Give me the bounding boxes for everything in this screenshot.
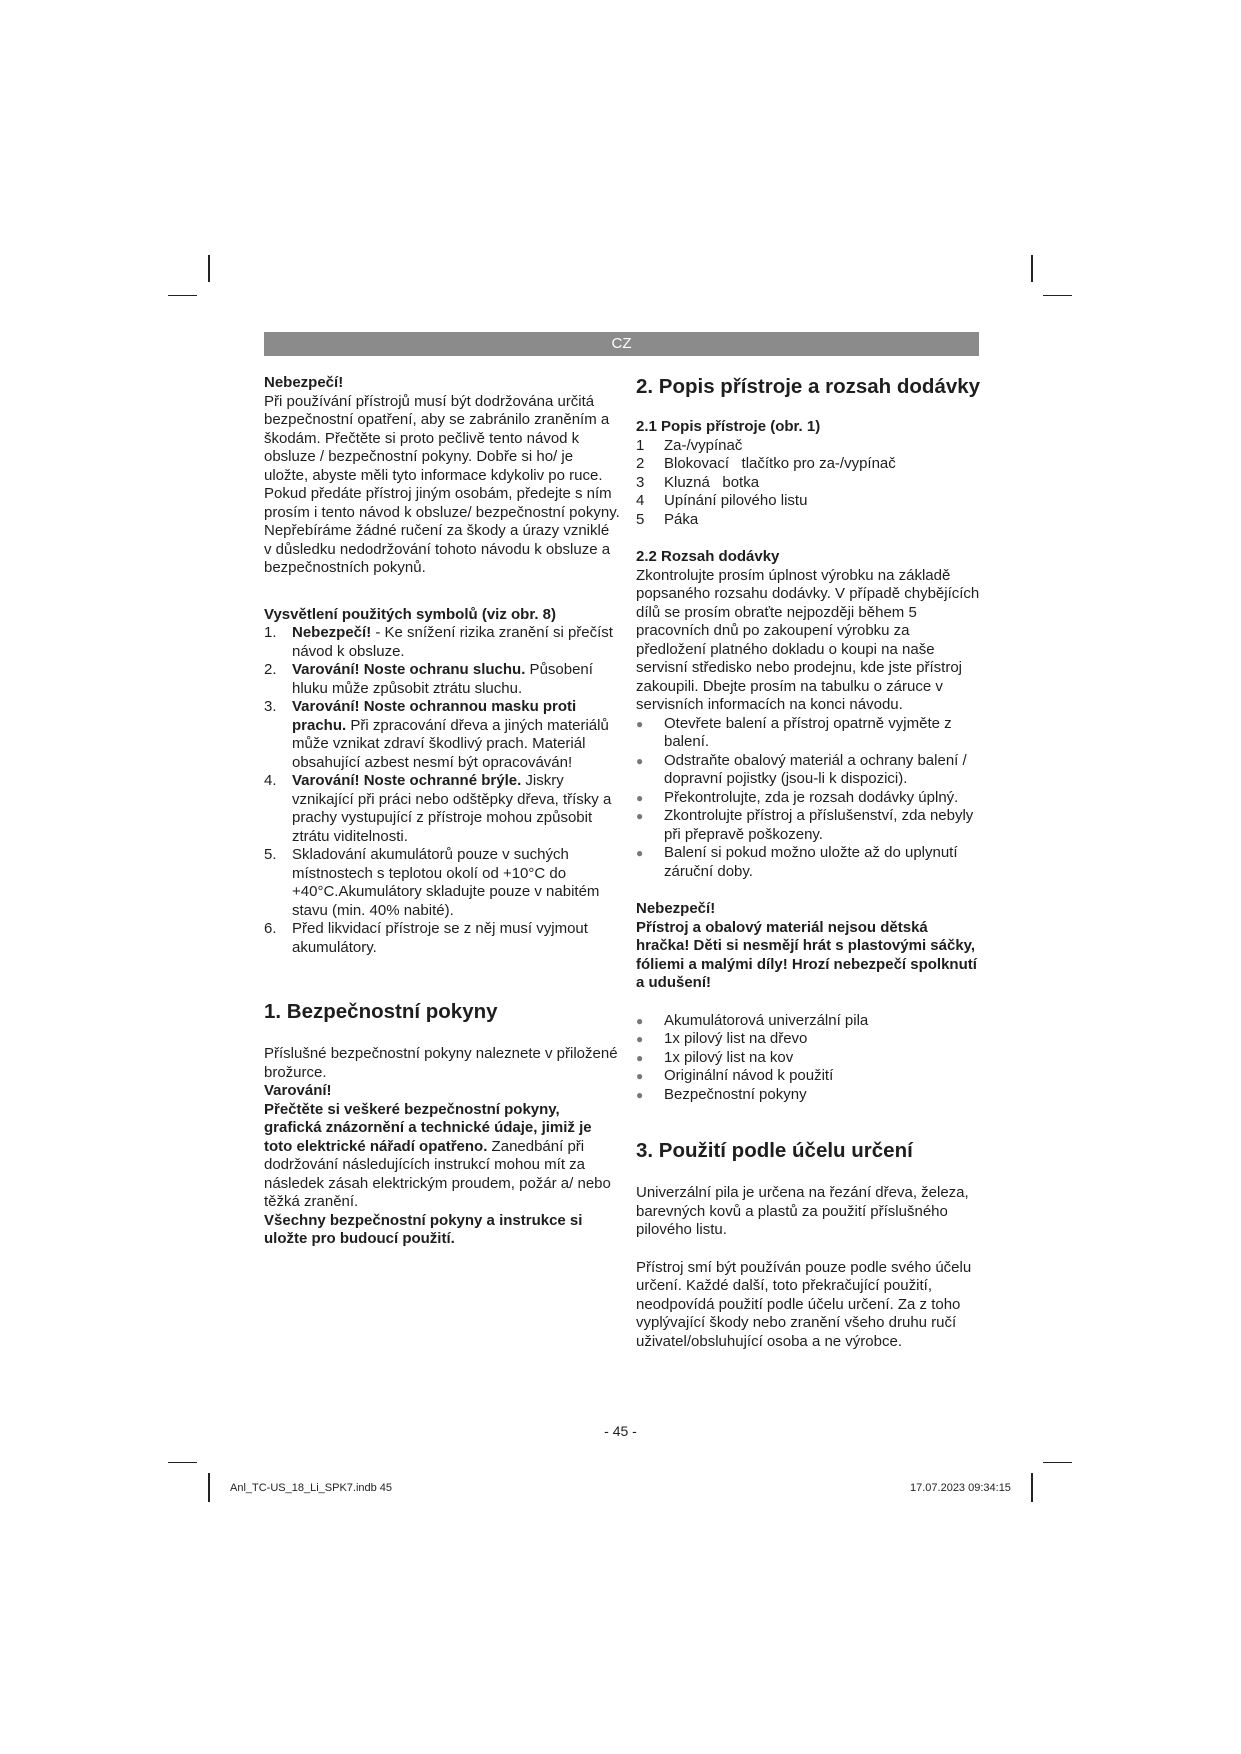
footer-filename: Anl_TC-US_18_Li_SPK7.indb 45 [230,1482,393,1494]
list-item-text: Akumulátorová univerzální pila [664,1011,869,1029]
list-item [636,807,981,844]
list-item-bold: Varování! Noste ochrannou masku proti prachu. [292,698,577,734]
list-number: 5. [264,846,277,863]
section-1-heading: 1. Bezpečnostní pokyny [264,1000,498,1023]
crop-mark [168,295,197,296]
crop-mark [208,255,210,282]
list-number: 4. [264,772,277,789]
symbols-list [264,624,620,957]
list-item-text: Upínání pilového listu [664,492,808,509]
crop-mark [1043,1462,1072,1463]
list-item-text: - Ke snížení rizika zranění si přečíst návod k obsluze. [292,624,613,660]
bullet-icon: ● [636,1050,644,1065]
list-item-text: Před likvidací přístroje se z něj musí vyjmout akumulátory. [292,920,588,956]
language-header-band [264,332,979,356]
list-item-text: Balení si pokud možno uložte až do uplynutí záruční doby. [664,844,958,880]
list-item-text: Blokovací tlačítko pro za-/vypínač [664,455,896,472]
section-3-heading: 3. Použití podle účelu určení [636,1139,913,1162]
section-1-paragraph: Příslušné bezpečnostní pokyny naleznete v přiložené brožurce. [264,1045,618,1081]
bullet-icon: ● [636,1069,644,1083]
list-item-text: Zkontrolujte přístroj a příslušenství, zda nebyly při přepravě poškozeny. [664,807,974,843]
warning-heading: Varování! [264,1082,332,1099]
right-column [636,374,981,1351]
danger-paragraph: Při používání přístrojů musí být dodržována určitá bezpečnostní opatření, aby se zabránilo zraněním a škodám. Přečtěte si proto pečlivě tento návod k obsluze / bezpečnostní pokyny. Dobře si ho/ je uložte, abyste měli tyto informace kdykoliv po ruce. Pokud předáte přístroj jiným osobám, předejte s ním prosím i tento návod k obsluze/ bezpečnostní pokyny. Nepřebíráme žádné ručení za škody a úrazy vzniklé v důsledku nedodržování tohoto návodu k obsluze a bezpečnostních pokynů. [264,392,620,576]
list-item-text: Skladování akumulátorů pouze v suchých místnostech s teplotou okolí od +10°C do +40°C.Akumulátory skladujte pouze v nabitém stavu (min. 40% nabité). [292,846,600,919]
list-item-bold: Varování! Noste ochranné brýle. [292,772,522,789]
bullet-icon: ● [636,790,644,805]
list-item-text: Kluzná botka [664,473,760,491]
list-item [636,752,981,789]
list-item [264,920,620,957]
bullet-icon: ● [636,1032,644,1046]
list-number: 3. [264,698,277,715]
list-item-text: Působení hluku může způsobit ztrátu sluchu. [292,661,593,697]
delivery-paragraph: Zkontrolujte prosím úplnost výrobku na základě popsaného rozsahu dodávky. V případě chybějících dílů se prosím obraťte nejpozději během 5 pracovních dnů po zakoupení výrobku za předložení platného dokladu o koupi na naše servisní středisko nebo prodejnu, kde jste přístroj zakoupili. Dbejte prosím na tabulku o záruce v servisních informacích na konci návodu. [636,566,980,713]
list-item-text: 1x pilový list na kov [664,1048,794,1066]
list-item [636,789,981,808]
list-item [636,1067,981,1086]
list-item [636,1049,981,1068]
list-number: 1 [636,436,645,454]
list-item [636,474,981,493]
warning-paragraph [264,1101,620,1212]
crop-mark [208,1473,210,1502]
bullet-icon: ● [636,846,644,860]
bullet-icon: ● [636,809,644,823]
list-item-text: Bezpečnostní pokyny [664,1085,807,1103]
list-item [636,492,981,511]
list-item [636,1030,981,1049]
list-item-text: Originální návod k použití [664,1067,834,1084]
list-item-bold: Varování! Noste ochranu sluchu. [292,661,526,678]
section-2-1-heading: 2.1 Popis přístroje (obr. 1) [636,418,821,435]
danger-heading: Nebezpečí! [264,374,344,391]
crop-mark [168,1462,197,1463]
list-item-text: Za-/vypínač [664,436,743,454]
page-number: - 45 - [604,1423,637,1439]
list-number: 4 [636,492,645,509]
child-safety-warning: Přístroj a obalový materiál nejsou dětská hračka! Děti si nesmějí hrát s plastovými sáčky, fóliemi a malými díly! Hrozí nebezpečí spolknutí a udušení! [636,918,977,991]
list-item [636,1012,981,1031]
list-item [636,844,981,881]
symbols-heading: Vysvětlení použitých symbolů (viz obr. 8) [264,605,557,623]
crop-mark [1043,295,1072,296]
section-3-paragraph: Univerzální pila je určena na řezání dřeva, železa, barevných kovů a plastů za použití příslušného pilového listu. [636,1184,969,1238]
list-number: 1. [264,624,277,641]
crop-mark [1031,1473,1033,1502]
list-item [636,715,981,752]
list-item [636,511,981,530]
list-item-text: Odstraňte obalový materiál a ochrany balení / dopravní pojistky (jsou-li k dispozici). [664,751,967,787]
section-2-heading: 2. Popis přístroje a rozsah dodávky [636,375,981,398]
delivery-contents-list [636,1012,981,1105]
list-item-bold: Nebezpečí! [292,624,372,641]
section-2-2-heading: 2.2 Rozsah dodávky [636,548,780,565]
list-item-text: Jiskry vznikající při práci nebo odštěpky dřeva, třísky a prachy vystupující z přístroje mohou způsobit ztrátu viditelnosti. [292,772,612,845]
danger-heading: Nebezpečí! [636,900,716,917]
list-item [636,455,981,474]
language-code: CZ [611,335,632,352]
left-column [264,374,620,1249]
list-number: 2. [264,661,277,678]
bullet-icon: ● [636,753,644,768]
list-item [636,1086,981,1105]
list-number: 2 [636,455,645,472]
list-number: 6. [264,920,277,937]
bullet-icon: ● [636,716,644,731]
list-item-text: Páka [664,510,699,528]
list-number: 5 [636,510,645,528]
list-item-text: Otevřete balení a přístroj opatrně vyjměte z balení. [664,714,952,750]
list-number: 3 [636,473,645,491]
list-item [264,624,620,661]
crop-mark [1031,255,1033,282]
warning-bold-text: Přečtěte si veškeré bezpečnostní pokyny, grafická znázornění a technické údaje, jimiž je toto elektrické nářadí opatřeno. [264,1100,592,1155]
list-item-text: Při zpracování dřeva a jiných materiálů může vznikat zdraví škodlivý prach. Materiál obsahující azbest nesmí být opracováván! [292,716,609,771]
warning-text: Zanedbání při dodržování následujících instrukcí mohou mít za následek zásah elektrickým proudem, požár a/ nebo těžká zranění. [264,1137,611,1210]
bullet-icon: ● [636,1087,644,1102]
list-item-text: 1x pilový list na dřevo [664,1030,808,1047]
list-item [264,661,620,698]
section-3-paragraph: Přístroj smí být používán pouze podle svého účelu určení. Každé další, toto překračující použití, neodpovídá použití podle účelu určení. Za z toho vyplývající škody nebo zranění všeho druhu ručí uživatel/obsluhující osoba a ne výrobce. [636,1258,972,1350]
list-item [264,846,620,920]
list-item [636,437,981,456]
keep-instructions-text: Všechny bezpečnostní pokyny a instrukce si uložte pro budoucí použití. [264,1211,583,1247]
parts-list [636,437,981,530]
unpacking-checklist [636,715,981,882]
footer-timestamp: 17.07.2023 09:34:15 [910,1482,1011,1494]
list-item-text: Překontrolujte, zda je rozsah dodávky úplný. [664,788,959,806]
list-item [264,772,620,846]
bullet-icon: ● [636,1013,644,1028]
list-item [264,698,620,772]
